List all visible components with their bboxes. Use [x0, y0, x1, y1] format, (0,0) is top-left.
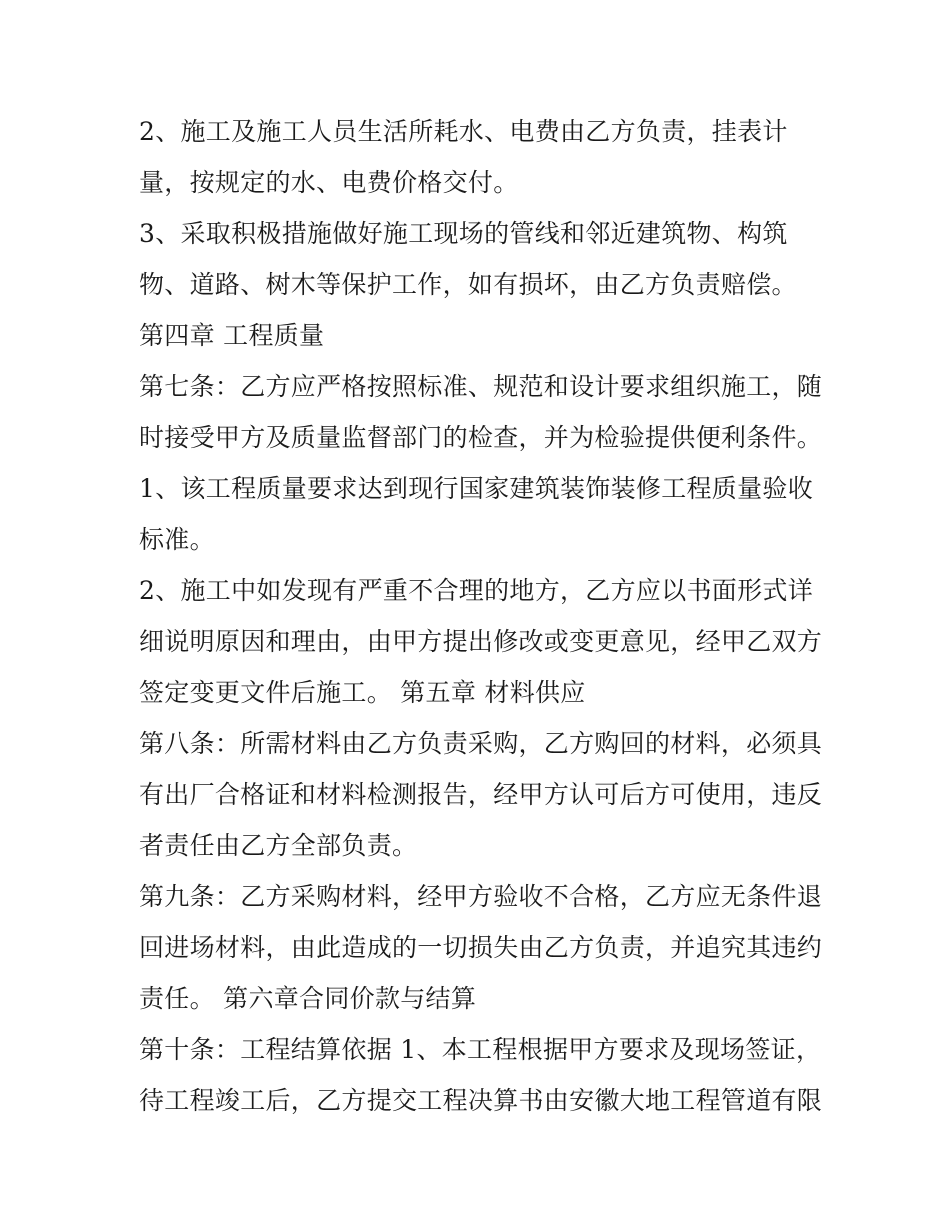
text-line: 者责任由乙方全部负责。 [139, 831, 418, 860]
text-line: 第十条：工程结算依据 1、本工程根据甲方要求及现场签证， [139, 1035, 822, 1064]
text-line: 第八条：所需材料由乙方负责采购，乙方购回的材料，必须具 [139, 729, 823, 758]
text-line: 待工程竣工后，乙方提交工程决算书由安徽大地工程管道有限 [139, 1086, 823, 1115]
text-line: 3、采取积极措施做好施工现场的管线和邻近建筑物、构筑 [139, 219, 788, 248]
text-line: 量，按规定的水、电费价格交付。 [139, 168, 519, 197]
text-line: 回进场材料，由此造成的一切损失由乙方负责，并追究其违约 [139, 933, 823, 962]
text-line: 责任。 第六章合同价款与结算 [139, 984, 477, 1013]
text-line: 标准。 [139, 525, 215, 554]
chapter-heading: 第四章 工程质量 [139, 321, 325, 350]
text-line: 物、道路、树木等保护工作，如有损坏，由乙方负责赔偿。 [139, 270, 797, 299]
text-line: 2、施工及施工人员生活所耗水、电费由乙方负责，挂表计 [139, 117, 788, 146]
text-line: 细说明原因和理由，由甲方提出修改或变更意见，经甲乙双方 [139, 627, 823, 656]
text-line: 第九条：乙方采购材料，经甲方验收不合格，乙方应无条件退 [139, 882, 823, 911]
text-line: 有出厂合格证和材料检测报告，经甲方认可后方可使用，违反 [139, 780, 823, 809]
text-line: 2、施工中如发现有严重不合理的地方，乙方应以书面形式详 [139, 576, 814, 605]
text-line: 签定变更文件后施工。 第五章 材料供应 [139, 678, 586, 707]
text-line: 第七条：乙方应严格按照标准、规范和设计要求组织施工，随 [139, 372, 823, 401]
text-line: 时接受甲方及质量监督部门的检查，并为检验提供便利条件。 [139, 423, 823, 452]
text-line: 1、该工程质量要求达到现行国家建筑装饰装修工程质量验收 [139, 474, 814, 503]
document-body [139, 106, 823, 1126]
